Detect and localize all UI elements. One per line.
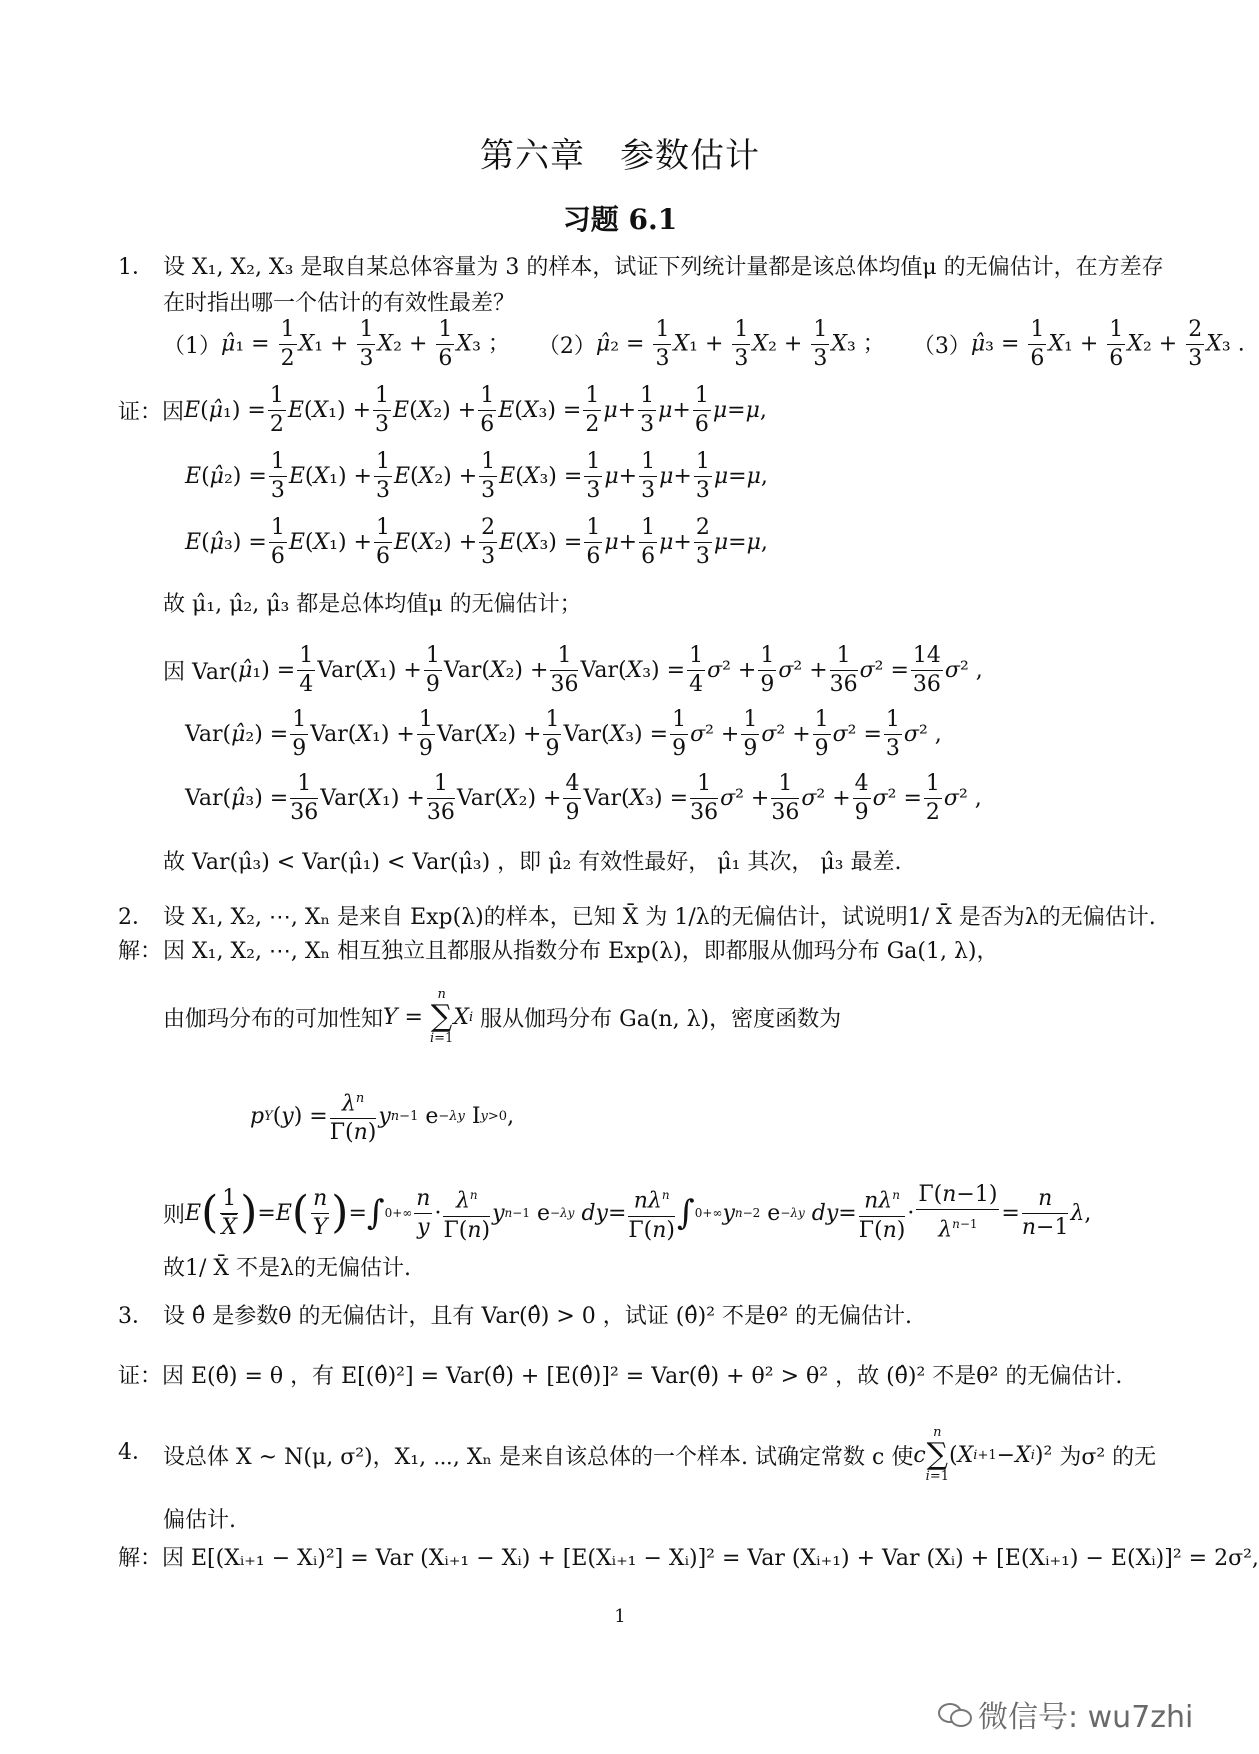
problem-3-statement: 设 θ̂ 是参数θ 的无偏估计，且有 Var(θ̂) > 0 ，试证 (θ̂)² 不是θ² 的无偏估计. (163, 1304, 913, 1329)
problem-3-proof: 证：因 E(θ̂) = θ ，有 E[(θ̂)²] = Var(θ̂) + [E(θ̂)]² = Var(θ̂) + θ² > θ² ，故 (θ̂)² 不是θ² 的无偏估计. (118, 1364, 1123, 1389)
problem-4-statement-line2: 偏估计. (163, 1508, 236, 1533)
wechat-icon (938, 1701, 970, 1727)
option-1-formula: μ̂₁ = $\frac{1}{2}$ X₁ + $\frac{1}{3}$ X₂ + $\frac{1}{6}$ X₃ ； (221, 316, 510, 371)
chapter-title: 第六章 参数估计 (480, 136, 760, 176)
problem-1-statement-line1: 设 X₁, X₂, X₃ 是取自某总体容量为 3 的样本，试证下列统计量都是该总体均值μ 的无偏估计，在方差存 (163, 255, 1164, 280)
watermark (938, 1692, 1193, 1736)
problem-2-number: 2． (118, 905, 154, 930)
proof-expectation-1: 证： 因 E ( μ̂ ₁) = $\frac{1}{2}$ E ( X ₁) + $\frac{1}{3}$ E ( X ₂) + $\frac{1}{6}$ E ( X ₃) = $\frac{1}{2}$ μ + $\frac{1}{3}$ μ + $\frac{1}{6}$ μ = μ , (118, 382, 767, 437)
problem-2-conclusion: 故1/ X̄ 不是λ的无偏估计. (163, 1256, 411, 1281)
page-number: 1 (614, 1606, 626, 1627)
watermark-text: 微信号: wu7zhi (978, 1700, 1194, 1735)
proof-label: 证： (118, 399, 163, 425)
problem-1-conclusion-unbiased: 故 μ̂₁, μ̂₂, μ̂₃ 都是总体均值μ 的无偏估计； (163, 592, 582, 617)
problem-1-number: 1． (118, 255, 154, 280)
proof-expectation-3: E ( μ̂ ₃) = $\frac{1}{6}$ E ( X ₁) + $\frac{1}{6}$ E ( X ₂) + $\frac{2}{3}$ E ( X ₃) = $\frac{1}{6}$ μ + $\frac{1}{6}$ μ + $\frac{2}{3}$ μ = μ , (185, 514, 768, 569)
problem-4-statement-prefix: 设总体 X ~ N(μ, σ²)，X₁, ⋯, Xₙ 是来自该总体的一个样本. 试确定常数 c 使 (163, 1444, 914, 1470)
option-3-label: （3） (912, 333, 971, 359)
problem-4-solution: 解：因 E[(Xᵢ₊₁ − Xᵢ)²] = Var (Xᵢ₊₁ − Xᵢ) + [E(Xᵢ₊₁ − Xᵢ)]² = Var (Xᵢ₊₁) + Var (Xᵢ) + [E(Xᵢ₊₁) − E(Xᵢ)]² = 2σ², (118, 1546, 1259, 1571)
proof-variance-2: Var( μ̂ ₂) = $\frac{1}{9}$ Var( X ₁) + $\frac{1}{9}$ Var( X ₂) + $\frac{1}{9}$ Var( X ₃) = $\frac{1}{9}$ σ ² + $\frac{1}{9}$ σ ² + $\frac{1}{9}$ σ ² = $\frac{1}{3}$ σ ² , (185, 706, 942, 761)
option-2-formula: μ̂₂ = $\frac{1}{3}$ X₁ + $\frac{1}{3}$ X₂ + $\frac{1}{3}$ X₃ ； (595, 316, 885, 371)
option-1-label: （1） (163, 333, 221, 359)
section-title: 习题 6.1 (562, 203, 678, 236)
proof-variance-3: Var( μ̂ ₃) = $\frac{1}{36}$ Var( X ₁) + $\frac{1}{36}$ Var( X ₂) + $\frac{4}{9}$ Var( X ₃) = $\frac{1}{36}$ σ ² + $\frac{1}{36}$ σ ² + $\frac{4}{9}$ σ ² = $\frac{1}{2}$ σ ² , (185, 770, 982, 825)
problem-4-statement-line1 (163, 1418, 1156, 1492)
problem-1-conclusion-efficiency: 故 Var(μ̂₃) < Var(μ̂₁) < Var(μ̂₃) ，即 μ̂₂ 有效性最好， μ̂₁ 其次， μ̂₃ 最差. (163, 850, 902, 875)
sum-of-differences: c n ∑ i=1 ( X i+1 − X i )² (913, 1425, 1060, 1484)
problem-1-statement-line2: 在时指出哪一个估计的有效性最差？ (163, 291, 516, 316)
problem-4-statement-suffix: 为σ² 的无 (1059, 1444, 1157, 1470)
proof-expectation-2: E ( μ̂ ₂) = $\frac{1}{3}$ E ( X ₁) + $\frac{1}{3}$ E ( X ₂) + $\frac{1}{3}$ E ( X ₃) = $\frac{1}{3}$ μ + $\frac{1}{3}$ μ + $\frac{1}{3}$ μ = μ , (185, 448, 768, 503)
proof-variance-1: 因 Var( μ̂ ₁) = $\frac{1}{4}$ Var( X ₁) + $\frac{1}{9}$ Var( X ₂) + $\frac{1}{36}$ Var( X ₃) = $\frac{1}{4}$ σ ² + $\frac{1}{9}$ σ ² + $\frac{1}{36}$ σ ² = $\frac{14}{36}$ σ ² , (163, 642, 983, 697)
problem-2-solution-line2 (163, 980, 841, 1054)
problem-2-additivity-suffix: 服从伽玛分布 Ga(n, λ)，密度函数为 (480, 1006, 842, 1032)
problem-1-options (163, 314, 1245, 374)
option-2-label: （2） (537, 333, 596, 359)
expectation-of-reciprocal: 则 E ( $\frac{1}{X}$ ) = E ( $\frac{n}{Y}$ ) = ∫ 0 +∞ $\frac{n}{y}$ · $\frac{\lambda^n}{\Gamma(n)}$ y n−1 e −λy dy = $\frac{n\lambda^n}{\Gamma(n)}$ ∫ 0 +∞ y n−2 e −λy dy = $\frac{n\lambda^n}{\Gamma(n)}$ · $\frac{\Gamma(n-1)}{\lambda^{n-1}}$ = $\frac{n}{n-1}$ λ , (163, 1182, 1092, 1243)
density-function: p Y ( y ) = $\frac{\lambda^n}{\Gamma(n)}$ y n−1 e −λy I y>0 , (250, 1076, 514, 1156)
sum-expression: Y = n ∑ i=1 X i (383, 987, 474, 1046)
problem-4-number: 4． (118, 1440, 154, 1465)
problem-2-statement: 设 X₁, X₂, ⋯, Xₙ 是来自 Exp(λ)的样本，已知 X̄ 为 1/λ的无偏估计，试说明1/ X̄ 是否为λ的无偏估计. (163, 905, 1156, 930)
problem-2-additivity-prefix: 由伽玛分布的可加性知 (163, 1006, 384, 1032)
problem-2-solution-line1: 因 X₁, X₂, ⋯, Xₙ 相互独立且都服从指数分布 Exp(λ)，即都服从伽玛分布 Ga(1, λ)， (163, 939, 999, 964)
option-3-formula: μ̂₃ = $\frac{1}{6}$ X₁ + $\frac{1}{6}$ X₂ + $\frac{2}{3}$ X₃ . (970, 316, 1245, 371)
problem-3-number: 3． (118, 1304, 154, 1329)
problem-2-solution-label: 解： (118, 939, 163, 964)
